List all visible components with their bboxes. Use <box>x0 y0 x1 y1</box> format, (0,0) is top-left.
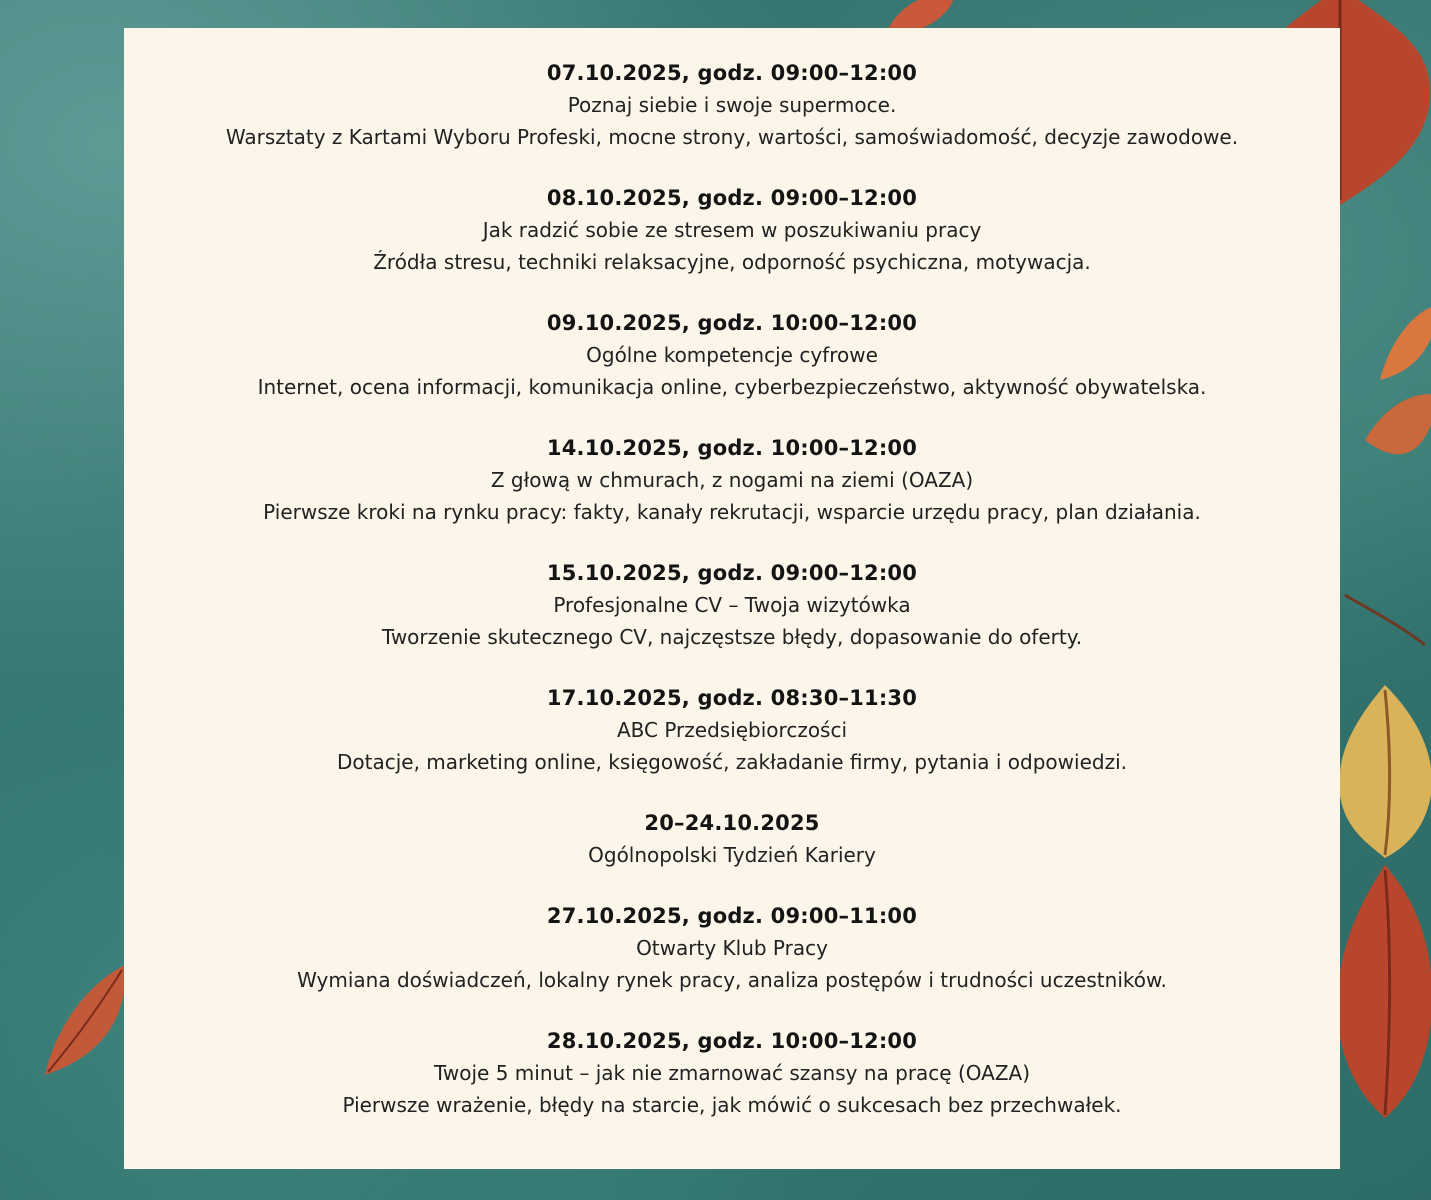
event-title: Profesjonalne CV – Twoja wizytówka <box>553 593 911 617</box>
event-date: 15.10.2025, godz. 09:00–12:00 <box>546 561 918 585</box>
event-title: Twoje 5 minut – jak nie zmarnować szansy na pracę (OAZA) <box>433 1061 1031 1085</box>
event-description: Dotacje, marketing online, księgowość, zakładanie firmy, pytania i odpowiedzi. <box>336 750 1127 774</box>
leaf-right-bottom-icon <box>1330 860 1431 1120</box>
event-item <box>124 682 1340 778</box>
event-date: 17.10.2025, godz. 08:30–11:30 <box>546 686 918 710</box>
event-title: Ogólnopolski Tydzień Kariery <box>588 843 876 867</box>
event-title: Poznaj siebie i swoje supermoce. <box>567 93 897 117</box>
event-date: 28.10.2025, godz. 10:00–12:00 <box>546 1029 918 1053</box>
event-item <box>124 900 1340 996</box>
event-title: Ogólne kompetencje cyfrowe <box>586 343 878 367</box>
event-item <box>124 307 1340 403</box>
leaf-bottom-right-branch-icon <box>1340 590 1430 650</box>
event-date: 20–24.10.2025 <box>644 811 820 835</box>
leaf-left-bottom-icon <box>40 960 130 1080</box>
event-description: Wymiana doświadczeń, lokalny rynek pracy, analiza postępów i trudności uczestników. <box>297 968 1167 992</box>
event-description: Tworzenie skutecznego CV, najczęstsze błędy, dopasowanie do oferty. <box>381 625 1083 649</box>
leaf-right-yellow-icon <box>1330 680 1431 860</box>
event-item <box>124 432 1340 528</box>
event-item <box>124 807 1340 871</box>
event-item <box>124 182 1340 278</box>
event-description: Źródła stresu, techniki relaksacyjne, odporność psychiczna, motywacja. <box>373 250 1091 274</box>
event-title: ABC Przedsiębiorczości <box>616 718 848 742</box>
event-date: 14.10.2025, godz. 10:00–12:00 <box>546 436 918 460</box>
event-item <box>124 557 1340 653</box>
event-title: Z głową w chmurach, z nogami na ziemi (OAZA) <box>490 468 974 492</box>
event-item <box>124 1025 1340 1121</box>
event-date: 27.10.2025, godz. 09:00–11:00 <box>546 904 918 928</box>
event-description: Pierwsze wrażenie, błędy na starcie, jak mówić o sukcesach bez przechwałek. <box>342 1093 1122 1117</box>
event-item <box>124 57 1340 153</box>
event-date: 09.10.2025, godz. 10:00–12:00 <box>546 311 918 335</box>
event-date: 07.10.2025, godz. 09:00–12:00 <box>546 61 918 85</box>
event-title: Otwarty Klub Pracy <box>636 936 828 960</box>
event-date: 08.10.2025, godz. 09:00–12:00 <box>546 186 918 210</box>
schedule-card <box>124 28 1340 1169</box>
event-description: Pierwsze kroki na rynku pracy: fakty, kanały rekrutacji, wsparcie urzędu pracy, plan działania. <box>263 500 1201 524</box>
leaf-right-orange-icon <box>1370 300 1431 390</box>
event-description: Internet, ocena informacji, komunikacja online, cyberbezpieczeństwo, aktywność obywatelska. <box>257 375 1207 399</box>
event-description: Warsztaty z Kartami Wyboru Profeski, mocne strony, wartości, samoświadomość, decyzje zawodowe. <box>225 125 1239 149</box>
leaf-right-middle-icon <box>1360 380 1431 500</box>
event-title: Jak radzić sobie ze stresem w poszukiwaniu pracy <box>482 218 982 242</box>
